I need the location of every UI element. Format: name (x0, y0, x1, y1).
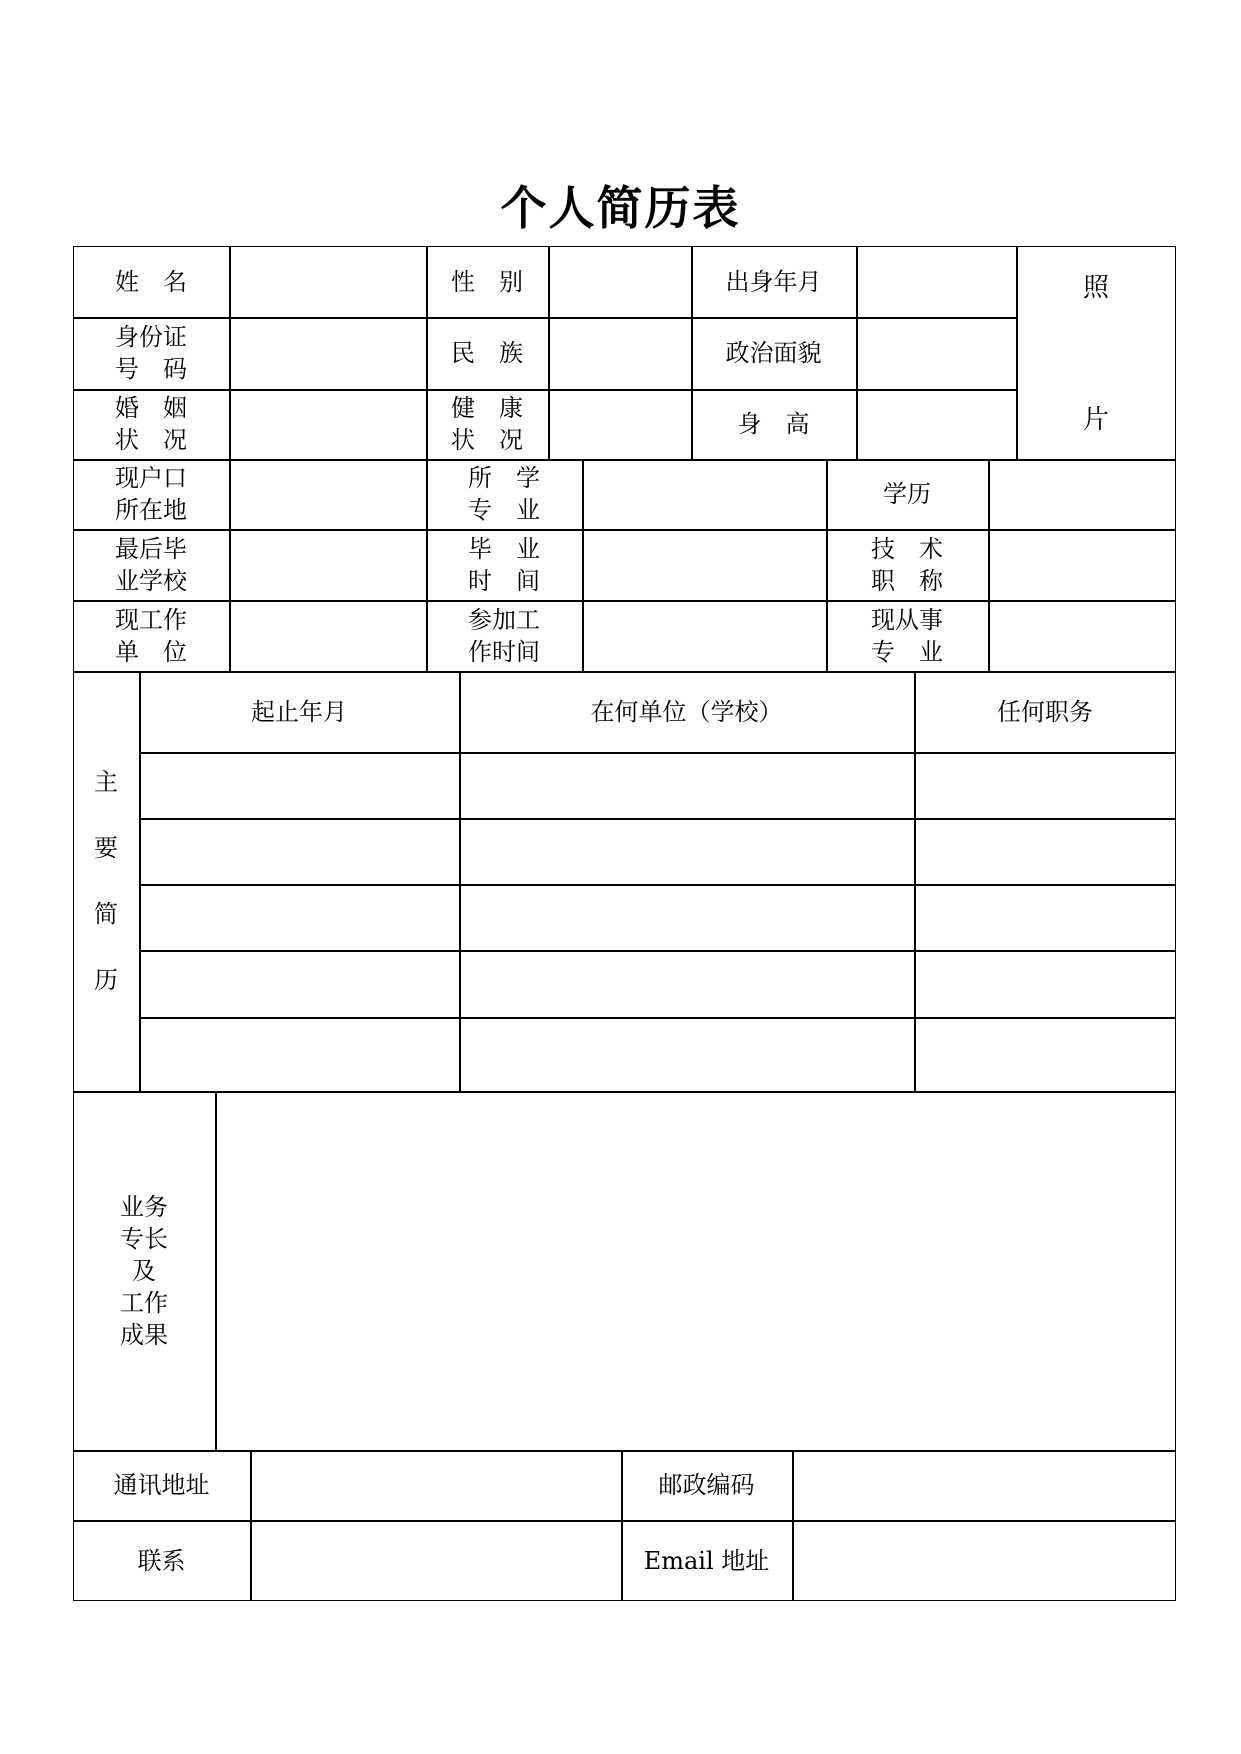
marital-field[interactable] (231, 391, 426, 459)
hukou-field[interactable] (231, 461, 426, 529)
label-political: 政治面貌 (725, 339, 822, 367)
label-resume: 主 要 简 历 (94, 767, 118, 994)
resume-row-2-unit[interactable] (461, 820, 914, 884)
label-gender: 性 别 (451, 267, 523, 296)
expertise-field[interactable] (217, 1093, 1176, 1450)
resume-row-3-period[interactable] (141, 886, 459, 950)
employer-field[interactable] (231, 602, 426, 671)
current-field-field[interactable] (990, 602, 1176, 671)
gender-field[interactable] (550, 248, 691, 317)
contact-field[interactable] (252, 1522, 621, 1601)
label-photo-top: 照 (1082, 273, 1109, 303)
work-start-field[interactable] (584, 602, 826, 671)
header-period: 起止年月 (251, 697, 347, 726)
health-field[interactable] (550, 391, 691, 459)
resume-row-4-position[interactable] (916, 952, 1176, 1017)
title-rank-field[interactable] (990, 531, 1176, 600)
header-unit: 在何单位（学校） (590, 697, 783, 726)
height-field[interactable] (858, 391, 1016, 459)
resume-row-5-unit[interactable] (461, 1019, 914, 1091)
resume-row-5-position[interactable] (916, 1019, 1176, 1091)
label-birth: 出身年月 (725, 267, 822, 296)
resume-row-5-period[interactable] (141, 1019, 459, 1091)
ethnicity-field[interactable] (550, 319, 691, 389)
label-photo-bottom: 片 (1082, 405, 1109, 435)
label-postcode: 邮政编码 (658, 1471, 755, 1499)
id-number-field[interactable] (231, 319, 426, 389)
label-id-number: 身份证 号 码 (115, 323, 187, 383)
resume-row-4-unit[interactable] (461, 952, 914, 1017)
label-education: 学历 (883, 480, 931, 508)
label-school: 最后毕 业学校 (115, 534, 187, 595)
form-title: 个人简历表 (500, 181, 741, 235)
address-field[interactable] (252, 1452, 621, 1520)
resume-row-4-period[interactable] (141, 952, 459, 1017)
label-current-field: 现从事 专 业 (871, 605, 943, 666)
resume-row-2-position[interactable] (916, 820, 1176, 884)
label-marital: 婚 姻 状 况 (115, 394, 187, 454)
label-major: 所 学 专 业 (468, 464, 540, 524)
label-health: 健 康 状 况 (451, 394, 523, 454)
label-email: Email 地址 (643, 1546, 770, 1575)
email-field[interactable] (794, 1522, 1176, 1601)
label-expertise: 业务 专长 及 工作 成果 (120, 1192, 168, 1349)
resume-row-1-position[interactable] (916, 754, 1176, 818)
label-hukou: 现户口 所在地 (115, 464, 187, 524)
label-work-start: 参加工 作时间 (468, 605, 540, 666)
resume-row-1-period[interactable] (141, 754, 459, 818)
political-field[interactable] (858, 319, 1016, 389)
birth-field[interactable] (858, 248, 1016, 317)
resume-row-3-position[interactable] (916, 886, 1176, 950)
resume-row-1-unit[interactable] (461, 754, 914, 818)
label-address: 通讯地址 (113, 1471, 210, 1499)
resume-row-3-unit[interactable] (461, 886, 914, 950)
label-employer: 现工作 单 位 (115, 605, 187, 666)
grad-time-field[interactable] (584, 531, 826, 600)
label-name: 姓 名 (115, 267, 187, 296)
name-field[interactable] (231, 248, 426, 317)
label-title-rank: 技 术 职 称 (871, 534, 943, 595)
label-ethnicity: 民 族 (451, 339, 523, 367)
education-field[interactable] (990, 461, 1176, 529)
school-field[interactable] (231, 531, 426, 600)
label-grad-time: 毕 业 时 间 (468, 534, 540, 595)
label-height: 身 高 (737, 410, 810, 438)
postcode-field[interactable] (794, 1452, 1176, 1520)
major-field[interactable] (584, 461, 826, 529)
header-position: 任何职务 (997, 697, 1093, 726)
label-contact: 联系 (137, 1546, 186, 1575)
resume-row-2-period[interactable] (141, 820, 459, 884)
